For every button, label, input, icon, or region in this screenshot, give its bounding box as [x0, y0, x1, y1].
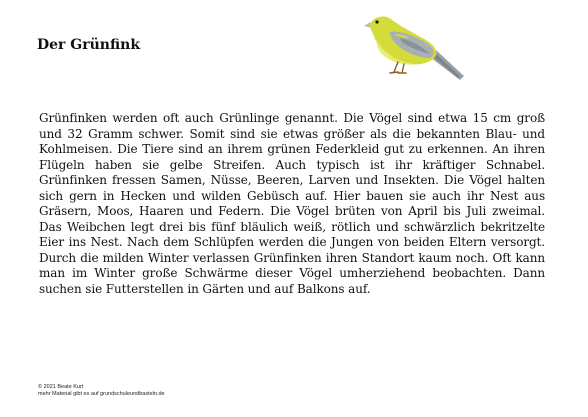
footer [38, 384, 165, 398]
bird-legs [390, 62, 406, 73]
more-material-text: mehr Material gibt es auf grundschuleundbasteln.de [38, 391, 165, 397]
copyright-text: © 2021 Beate Kurt [38, 384, 84, 390]
page-title: Der Grünfink [37, 37, 141, 53]
body-text: Grünfinken werden oft auch Grünlinge genannt. Die Vögel sind etwa 15 cm groß und 32 Gramm schwer. Somit sind sie etwas größer als die bekannten Blau- und Kohlmeisen. Die Tiere sind an ihrem grünen Federkleid gut zu erkennen. An ihren Flügeln haben sie gelbe Streifen. Auch typisch ist ihr kräftiger Schnabel. Grünfinken fressen Samen, Nüsse, Beeren, Larven und Insekten. Die Vögel halten sich gern in Hecken und wilden Gebüsch auf. Hier bauen sie auch ihr Nest aus Gräsern, Moos, Haaren und Federn. Die Vögel brüten von April bis Juli zweimal. Das Weibchen legt drei bis fünf bläulich weiß, rötlich und schwärzlich bekritzelte Eier ins Nest. Nach dem Schlüpfen werden die Jungen von beiden Eltern versorgt. Durch die milden Winter verlassen Grünfinken ihren Standort kaum noch. Oft kann man im Winter große Schwärme dieser Vögel umherziehend beobachten. Dann suchen sie Futterstellen in Gärten und auf Balkons auf. [39, 111, 545, 296]
bird-beak [364, 22, 371, 28]
bird-eye [375, 20, 378, 23]
greenfinch-bird-icon [360, 10, 468, 84]
